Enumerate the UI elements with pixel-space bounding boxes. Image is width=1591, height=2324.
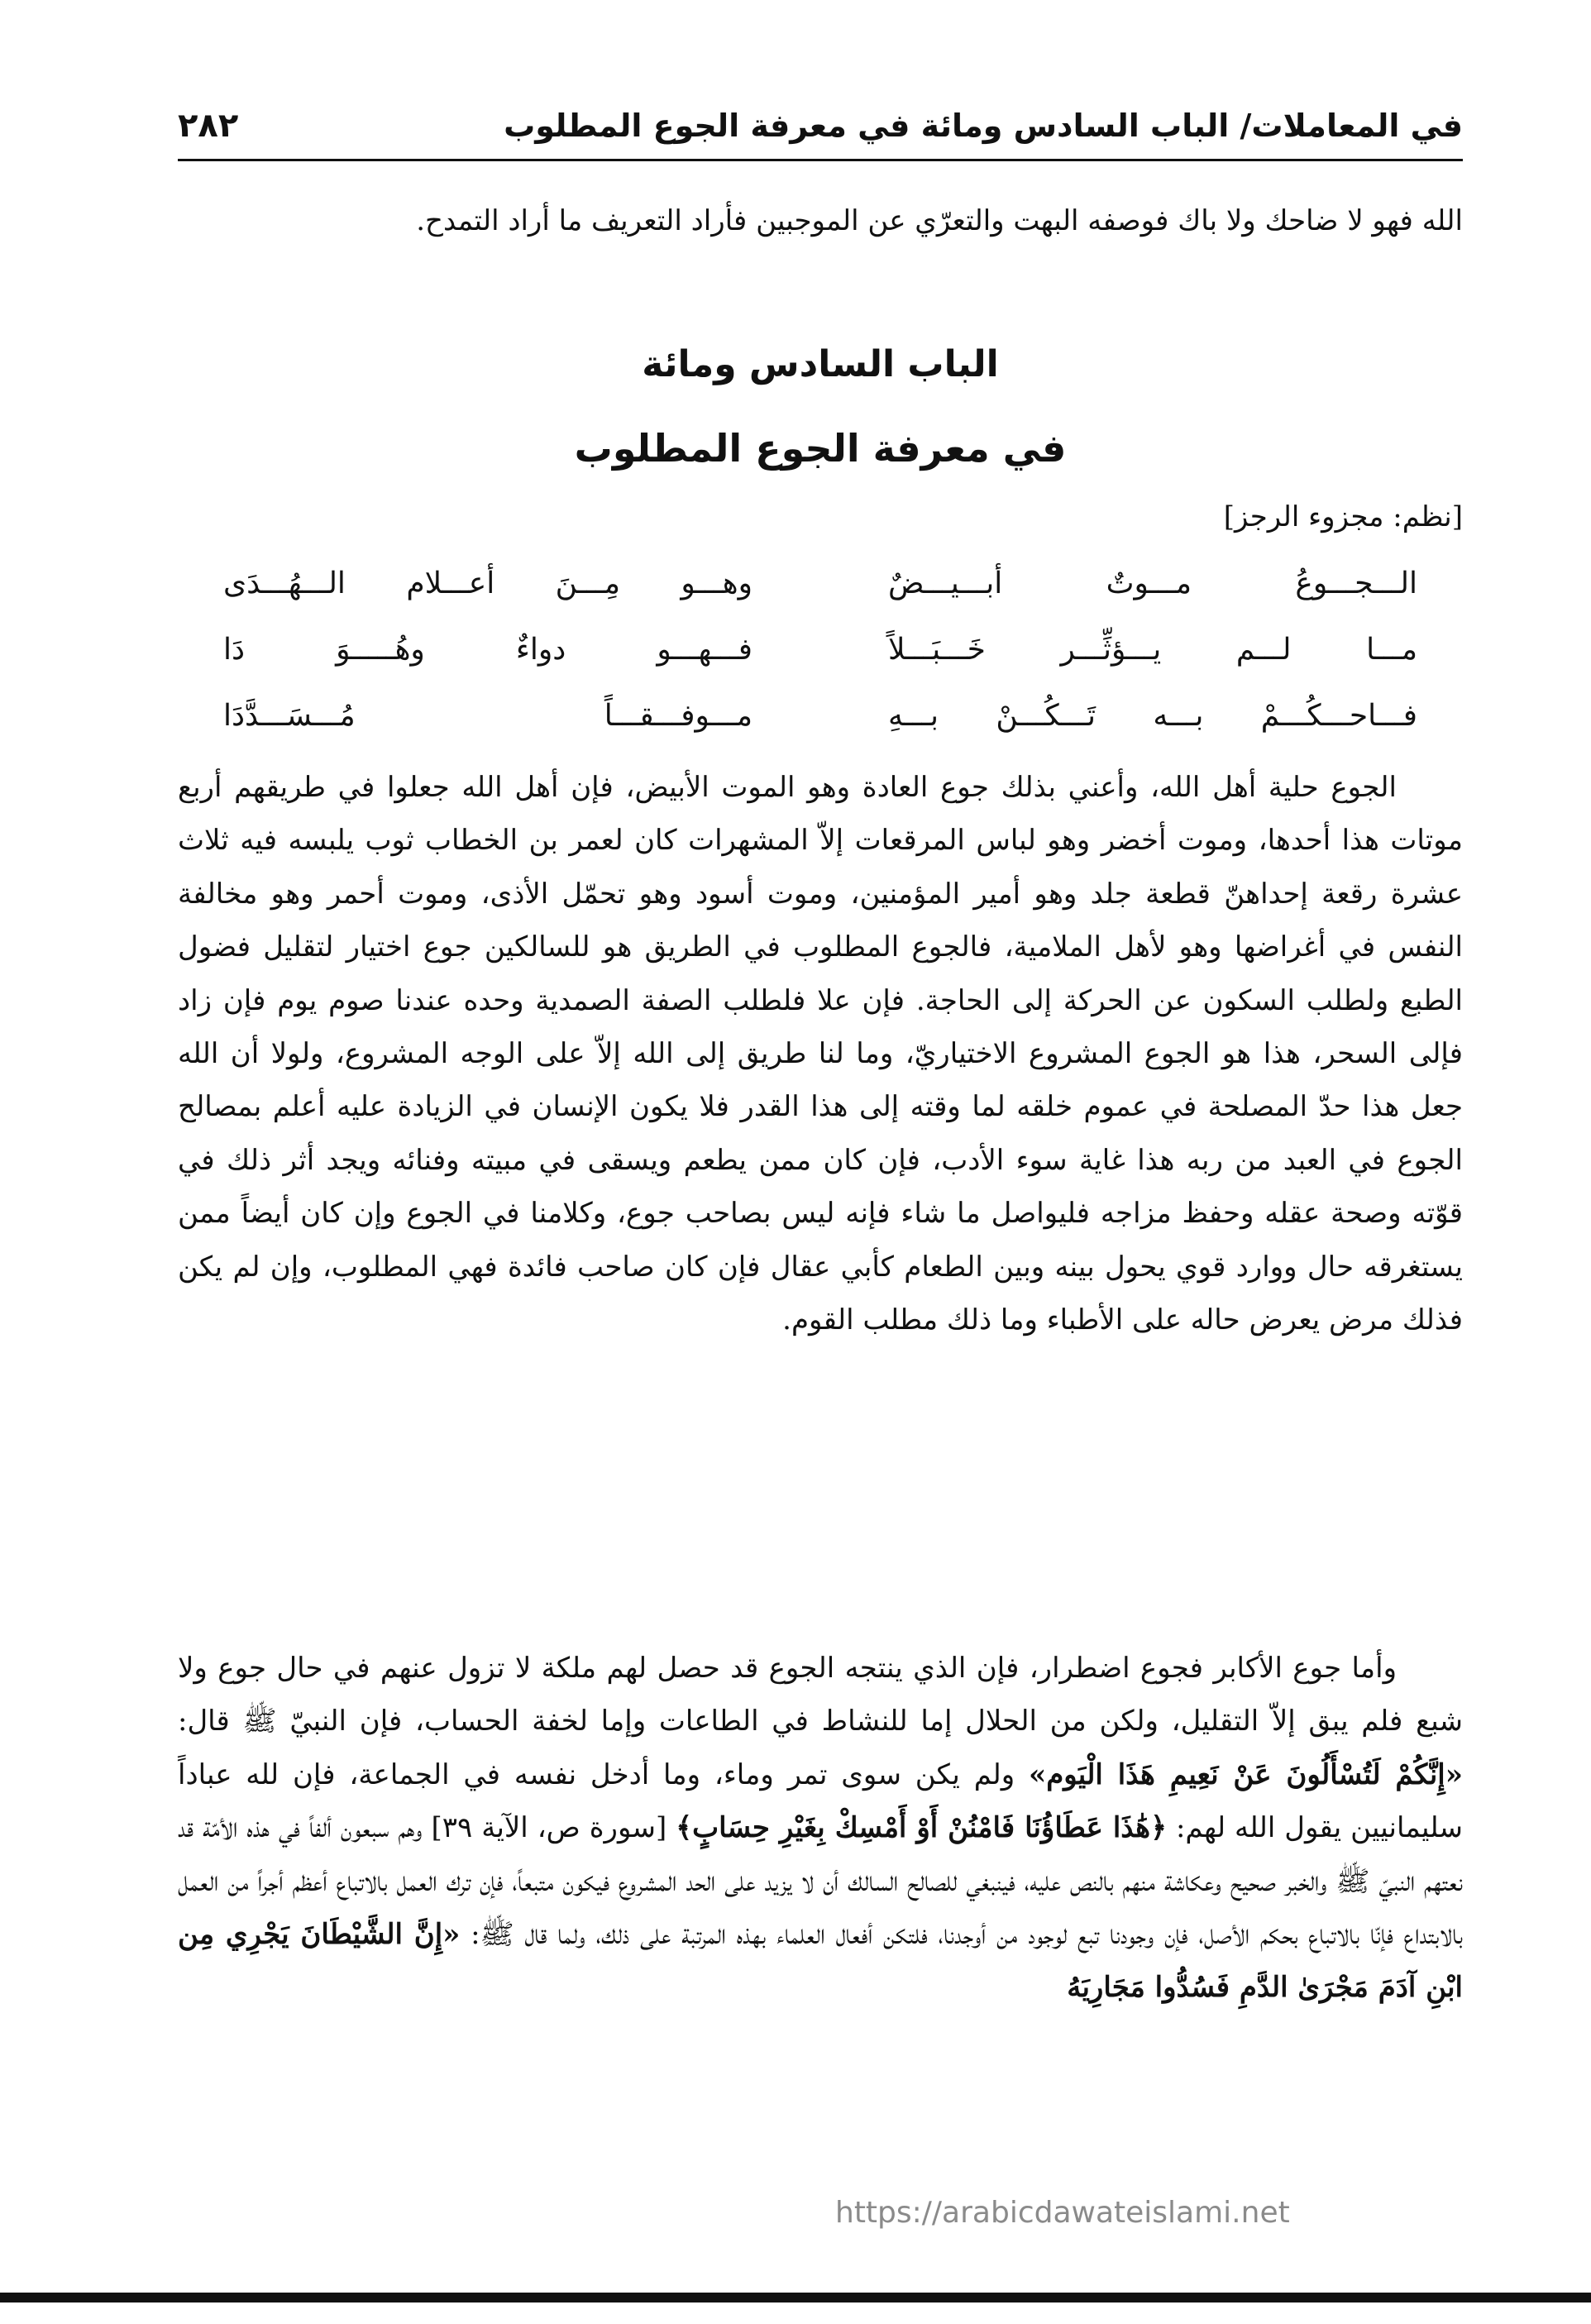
running-title: في المعاملات/ الباب السادس ومائة في معرفة الجوع المطلوب bbox=[504, 108, 1463, 144]
page-header bbox=[178, 93, 1463, 161]
poem-second-hemistich: وهـــو مِـــنَ أعـــلام الـــهُـــدَى bbox=[223, 566, 752, 600]
poem-first-hemistich: فـــاحـــكُـــمْ بـــه تَـــكُـــنْ بـــهِ bbox=[888, 698, 1417, 733]
watermark-url: https://arabicdawateislami.net bbox=[835, 2196, 1290, 2230]
chapter-subtitle: في معرفة الجوع المطلوب bbox=[574, 426, 1067, 471]
lead-text bbox=[178, 194, 1463, 247]
paragraph-hunger-definition bbox=[178, 761, 1463, 1346]
paragraph-part: وهم سبعون ألفاً في هذه الأمّة قد نعتهم النبيّ ﷺ والخبر صحيح وعكاشة منهم بالنص عليه، فينبغي للصالح السالك أن لا يزيد على الحد المشروع فيكون متبعاً، فإن ترك العمل بالاتباع أعظم أجراً من العمل بالابتداع فإنّا بالاتباع بحكم الأصل، فإن وجودنا تبع لوجود من أوجدنا، فلتكن أفعال العلماء بهذه المرتبة على ذلك، ولما قال ﷺ: bbox=[178, 1811, 1463, 1952]
poem-verse bbox=[223, 682, 1417, 748]
poem-verse bbox=[223, 616, 1417, 682]
paragraph-hunger-of-elders bbox=[178, 1642, 1463, 2015]
page-bottom-edge bbox=[0, 2293, 1591, 2302]
poem-second-hemistich: مـــوفـــقـــاً مُـــسَـــدَّدَا bbox=[223, 698, 752, 733]
poem-second-hemistich: فـــهـــو دواءٌ وهُـــــوَ دَا bbox=[223, 632, 752, 667]
paragraph-part: ولم يكن سوى تمر وماء، وما أدخل نفسه في الجماعة، فإن لله عباداً سليمانيين يقول الله لهم: bbox=[178, 1757, 1464, 1845]
chapter-title: الباب السادس ومائة bbox=[642, 343, 999, 385]
hadith-quote: «إِنَّكُمْ لَتُسْأَلُونَ عَنْ نَعِيمِ هَذَا الْيَوم» bbox=[1028, 1757, 1463, 1791]
poem-verse bbox=[223, 550, 1417, 616]
poem bbox=[223, 550, 1417, 748]
quran-reference: [سورة ص، الآية ٣٩] bbox=[422, 1811, 676, 1845]
hadith-quote: «إِنَّ الشَّيْطَانَ يَجْرِي مِن ابْنِ آدَمَ مَجْرَىٰ الدَّمِ فَسُدُّوا مَجَارِيَهُ bbox=[178, 1918, 1463, 2005]
page-number: ٢٨٢ bbox=[178, 107, 239, 145]
poem-first-hemistich: مـــا لـــم يـــؤثِّـــر خَـــبَـــلاً bbox=[888, 632, 1417, 667]
poem-first-hemistich: الـــجـــوعُ مـــوتٌ أبـــيـــضٌ bbox=[888, 566, 1417, 600]
poem-meter-label: [نظم: مجزوء الرجز] bbox=[1223, 500, 1463, 533]
lead-paragraph: الله فهو لا ضاحك ولا باك فوصفه البهت والتعرّي عن الموجبين فأراد التعريف ما أراد التمدح. bbox=[416, 204, 1463, 237]
paragraph-text bbox=[178, 1642, 1463, 2015]
paragraph-text: الجوع حلية أهل الله، وأعني بذلك جوع العادة وهو الموت الأبيض، فإن أهل الله جعلوا في طريقهم أربع موتات هذا أحدها، وموت أخضر وهو لباس المرقعات إلاّ المشهرات كان لعمر بن الخطاب ثوب يلبسه فيه ثلاث عشرة رقعة إحداهنّ قطعة جلد وهو أمير المؤمنين، وموت أسود وهو تحمّل الأذى، وموت أحمر وهو مخالفة النفس في أغراضها وهو لأهل الملامية، فالجوع المطلوب في الطريق هو للسالكين جوع اختيار لتقليل فضول الطبع ولطلب السكون عن الحركة إلى الحاجة. فإن علا فلطلب الصفة الصمدية وحده عندنا صوم يوم فإن زاد فإلى السحر، هذا هو الجوع المشروع الاختياريّ، وما لنا طريق إلى الله إلاّ على الوجه المشروع، ولولا أن الله جعل هذا حدّ المصلحة في عموم خلقه لما وقته إلى هذا القدر فلا يكون الإنسان في الزيادة عليه أعلم بمصالح الجوع في العبد من ربه هذا غاية سوء الأدب، فإن كان ممن يطعم ويسقى في مبيته وفنائه ويجد أثر ذلك في قوّته وصحة عقله وحفظ مزاجه فليواصل ما شاء فإنه ليس بصاحب جوع، وكلامنا في الجوع وإن كان أيضاً ممن يستغرقه حال ووارد قوي يحول بينه وبين الطعام كأبي عقال فإن كان صاحب فائدة فهي المطلوب، وإن لم يكن فذلك مرض يعرض حاله على الأطباء وما ذلك مطلب القوم. bbox=[178, 771, 1463, 1337]
quran-verse: ﴿هَٰذَا عَطَاؤُنَا فَامْنُنْ أَوْ أَمْسِكْ بِغَيْرِ حِسَابٍ﴾ bbox=[676, 1811, 1168, 1845]
paragraph-part: وأما جوع الأكابر فجوع اضطرار، فإن الذي ينتجه الجوع قد حصل لهم ملكة لا تزول عنهم في حال جوع ولا شبع فلم يبق إلاّ التقليل، ولكن من الحلال إما للنشاط في الطاعات وإما لخفة الحساب، فإن النبيّ ﷺ قال: bbox=[178, 1652, 1463, 1738]
